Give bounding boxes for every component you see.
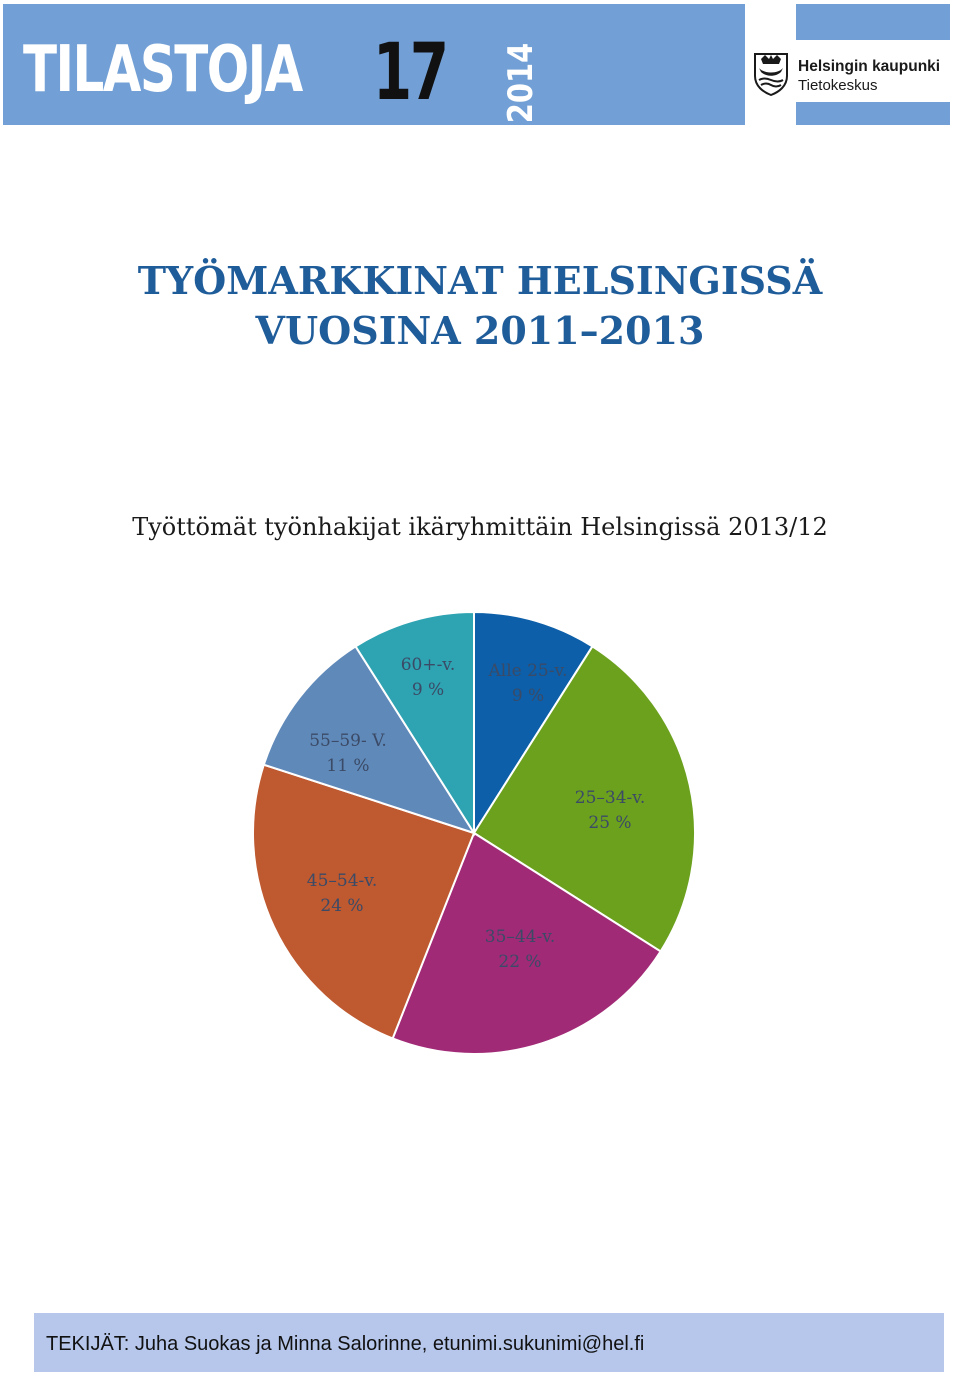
slice-value-label: 24 % — [320, 896, 364, 916]
slice-value-label: 9 % — [411, 680, 445, 700]
org-unit: Tietokeskus — [798, 77, 878, 94]
slice-label: 35–44-v. — [484, 927, 556, 947]
authors-text: TEKIJÄT: Juha Suokas ja Minna Salorinne, etunimi.sukunimi@hel.fi — [46, 1333, 645, 1355]
chart-title: Työttömät työnhakijat ikäryhmittäin Helsingissä 2013/12 — [132, 513, 828, 541]
slice-label: Alle 25-v. — [488, 661, 568, 681]
org-name: Helsingin kaupunki — [798, 58, 941, 75]
slice-value-label: 9 % — [511, 686, 545, 706]
slice-label: 60+-v. — [400, 655, 456, 675]
slice-label: 45–54-v. — [306, 871, 378, 891]
slice-value-label: 11 % — [326, 756, 370, 776]
slice-value-label: 25 % — [588, 813, 632, 833]
slice-value-label: 22 % — [498, 952, 542, 972]
issue-year: 2014 — [501, 42, 541, 124]
series-name: TILASTOJA — [23, 33, 302, 107]
slice-label: 55–59- V. — [309, 731, 387, 751]
footer-bar — [34, 1313, 944, 1372]
issue-number: 17 — [373, 28, 447, 118]
document-title-line-2: VUOSINA 2011–2013 — [255, 308, 705, 353]
slice-label: 25–34-v. — [574, 788, 646, 808]
document-title-line-1: TYÖMARKKINAT HELSINGISSÄ — [137, 258, 823, 303]
